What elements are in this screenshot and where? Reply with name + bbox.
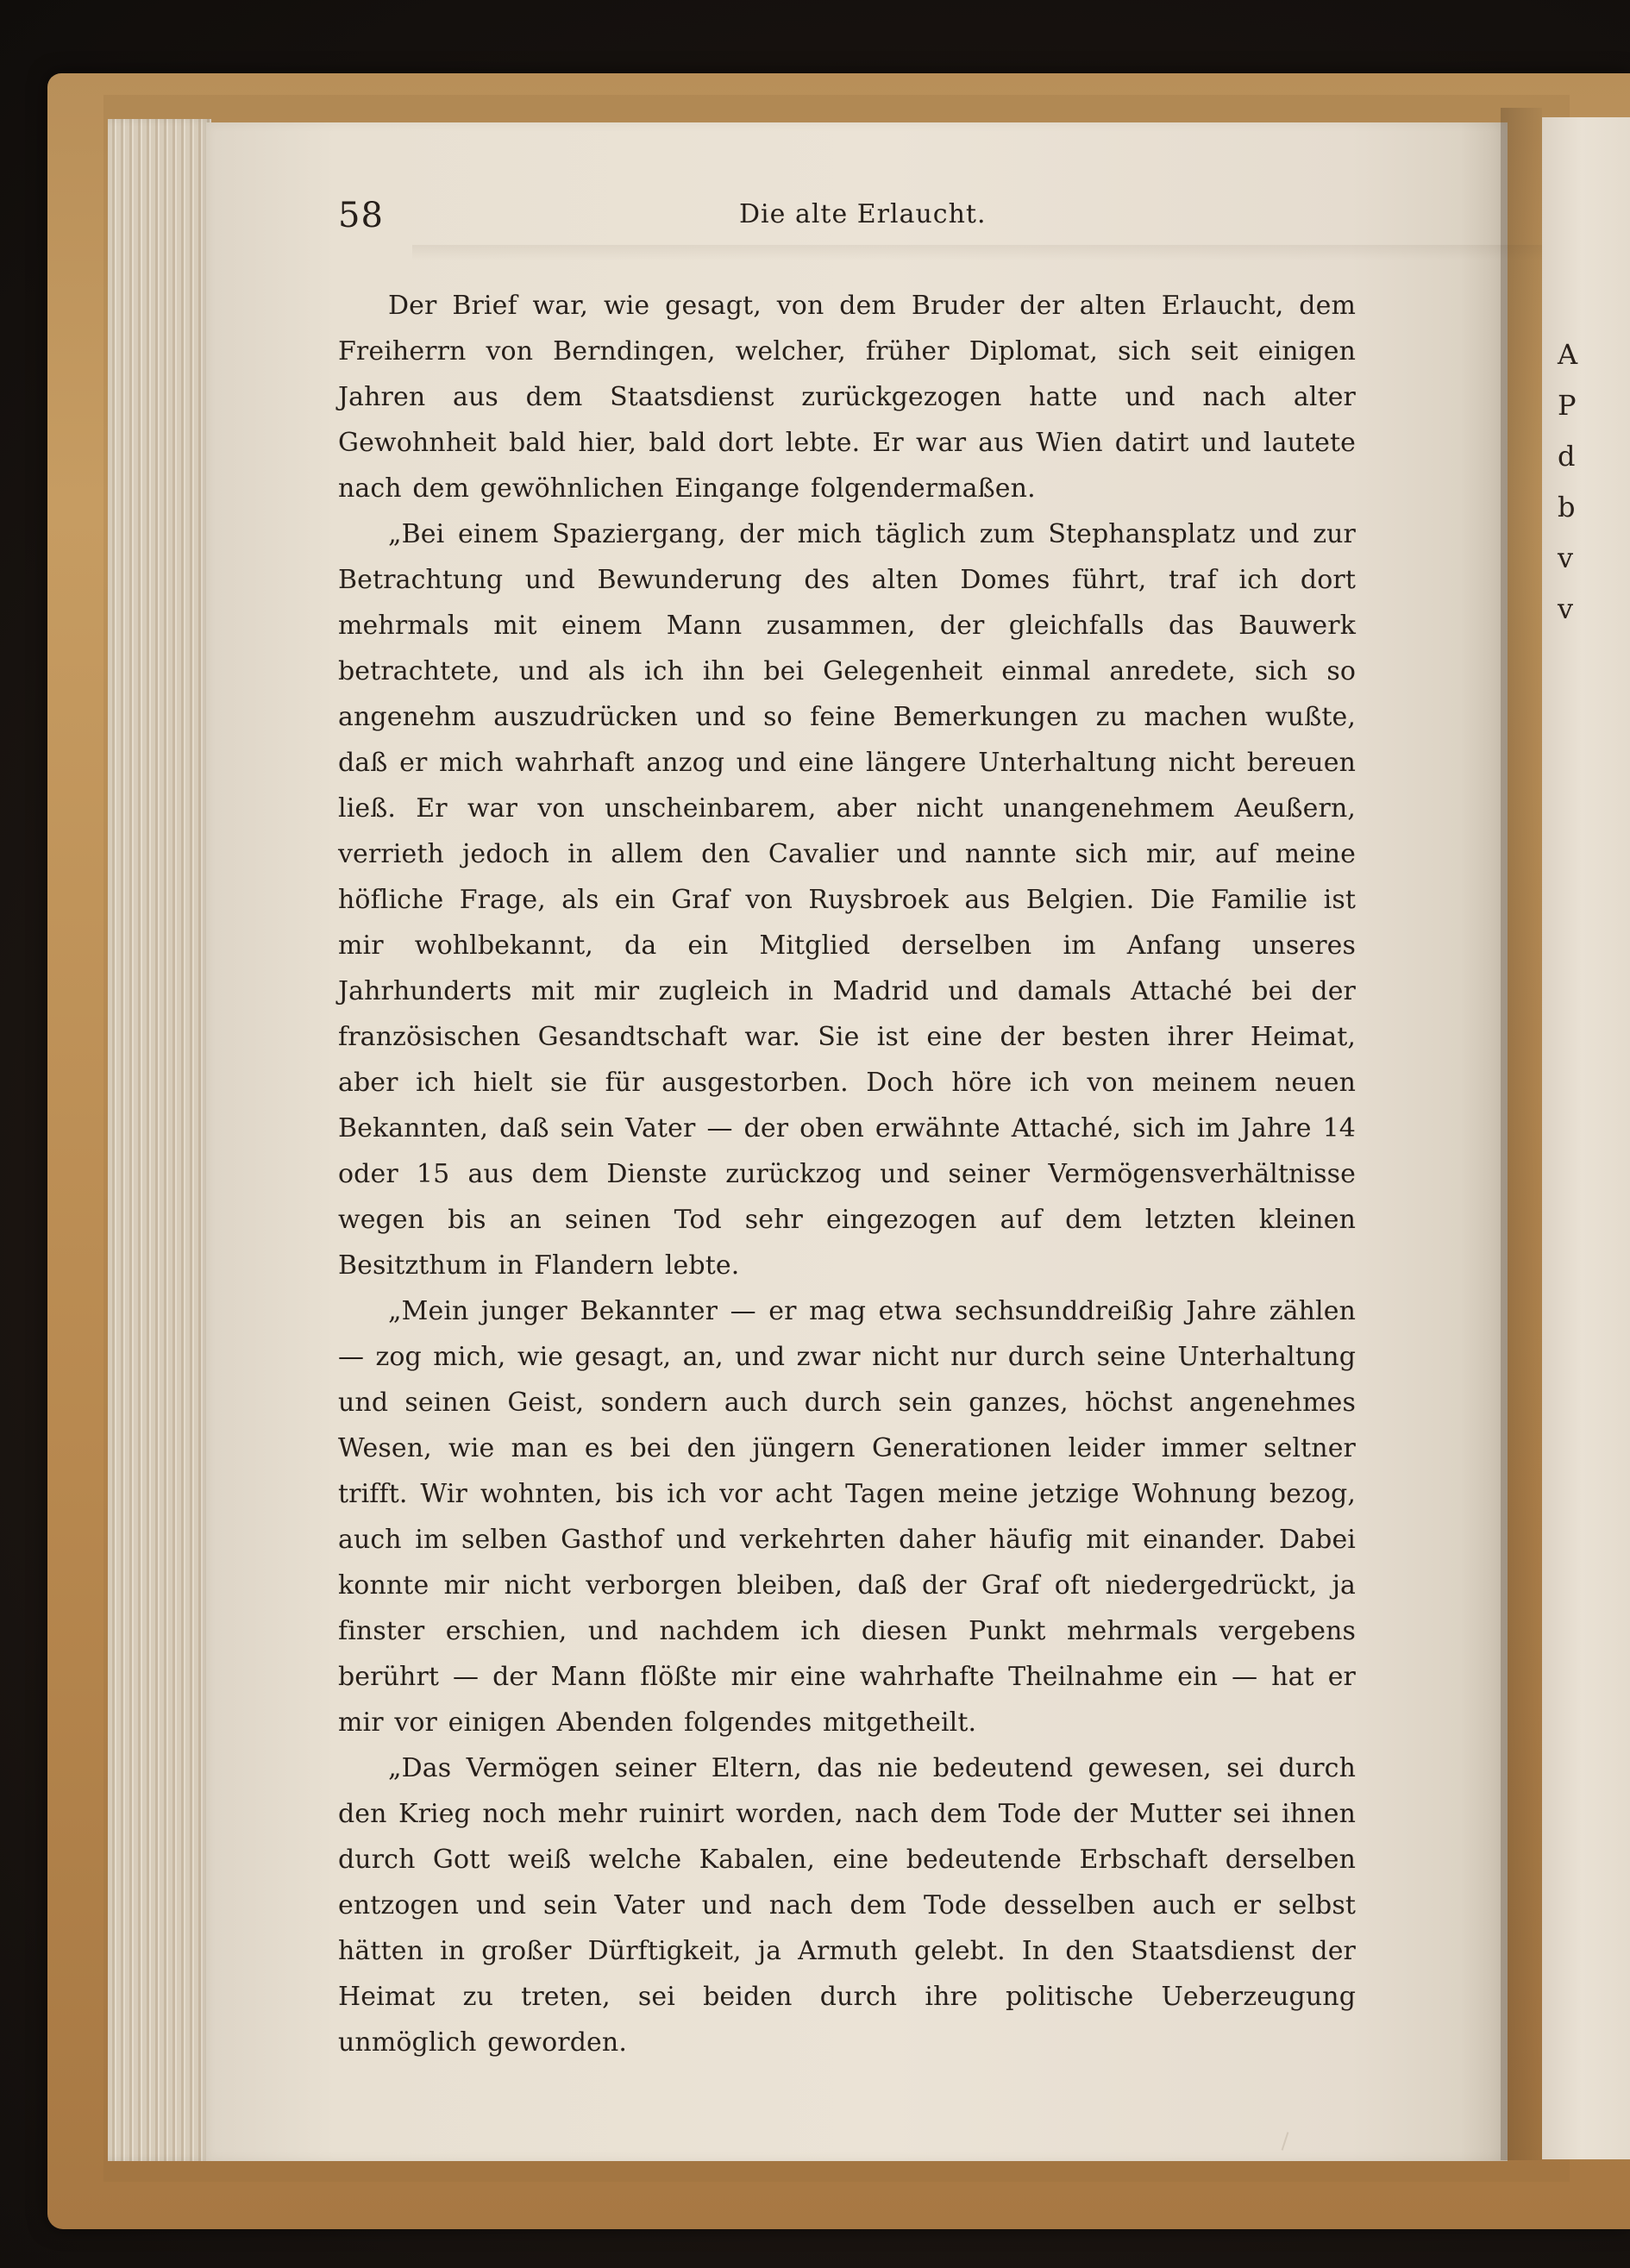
paragraph-1: Der Brief war, wie gesagt, von dem Bruder der alten Erlaucht, dem Freiherrn von Berndingen, welcher, früher Diplomat, sich seit einigen Jahren aus dem Staatsdienst zurückgezogen hatte und nach alter Gewohnheit bald hier, bald dort lebte. Er war aus Wien datirt und lautete nach dem gewöhnlichen Eingange folgendermaßen. [338,291,1356,504]
facing-page-edge [1542,117,1630,2159]
page-number: 58 [338,196,384,235]
page-text-block [338,198,1356,2065]
facing-fragment-5: v [1558,542,1574,574]
page-stack-edge [108,119,211,2161]
running-title: Die alte Erlaucht. [739,199,987,229]
paragraph-3: „Mein junger Bekannter — er mag etwa sechsunddreißig Jahre zählen — zog mich, wie gesagt, an, und zwar nicht nur durch seine Unterhaltung und seinen Geist, sondern auch durch sein ganzes, höchst angenehmes Wesen, wie man es bei den jüngern Generationen leider immer seltner trifft. Wir wohnten, bis ich vor acht Tagen meine jetzige Wohnung bezog, auch im selben Gasthof und verkehrten daher häufig mit einander. Dabei konnte mir nicht verborgen bleiben, daß der Graf oft niedergedrückt, ja finster erschien, und nachdem ich diesen Punkt mehrmals vergebens berührt — der Mann flößte mir eine wahrhafte Theilnahme ein — hat er mir vor einigen Abenden folgendes mitgetheilt. [338,1296,1356,1738]
running-head [338,198,1356,254]
page-mark [1282,2132,1289,2151]
facing-fragment-3: d [1558,440,1576,473]
spine-shadow [1501,108,1542,2160]
facing-fragment-2: P [1558,389,1577,422]
paragraph-2: „Bei einem Spaziergang, der mich täglich zum Stephansplatz und zur Betrachtung und Bewunderung des alten Domes führt, traf ich dort mehrmals mit einem Mann zusammen, der gleichfalls das Bauwerk betrachtete, und als ich ihn bei Gelegenheit einmal anredete, sich so angenehm auszudrücken und so feine Bemerkungen zu machen wußte, daß er mich wahrhaft anzog und eine längere Unterhaltung nicht bereuen ließ. Er war von unscheinbarem, aber nicht unangenehmem Aeußern, verrieth jedoch in allem den Cavalier und nannte sich mir, auf meine höfliche Frage, als ein Graf von Ruysbroek aus Belgien. Die Familie ist mir wohlbekannt, da ein Mitglied derselben im Anfang unseres Jahrhunderts mit mir zugleich in Madrid und damals Attaché bei der französischen Gesandtschaft war. Sie ist eine der besten ihrer Heimat, aber ich hielt sie für ausgestorben. Doch höre ich von meinem neuen Bekannten, daß sein Vater — der oben erwähnte Attaché, sich im Jahre 14 oder 15 aus dem Dienste zurückzog und seiner Vermögensverhältnisse wegen bis an seinen Tod sehr eingezogen auf dem letzten kleinen Besitzthum in Flandern lebte. [338,519,1356,1281]
facing-fragment-4: b [1558,491,1576,523]
facing-fragment-1: A [1558,338,1578,371]
paragraph-4: „Das Vermögen seiner Eltern, das nie bedeutend gewesen, sei durch den Krieg noch mehr ruinirt worden, nach dem Tode der Mutter sei ihnen durch Gott weiß welche Kabalen, eine bedeutende Erbschaft derselben entzogen und sein Vater und nach dem Tode desselben auch er selbst hätten in großer Dürftigkeit, ja Armuth gelebt. In den Staatsdienst der Heimat zu treten, sei beiden durch ihre politische Ueberzeugung unmöglich geworden. [338,1753,1356,2058]
facing-page-fragments [1558,329,1577,635]
facing-fragment-6: v [1558,592,1574,625]
